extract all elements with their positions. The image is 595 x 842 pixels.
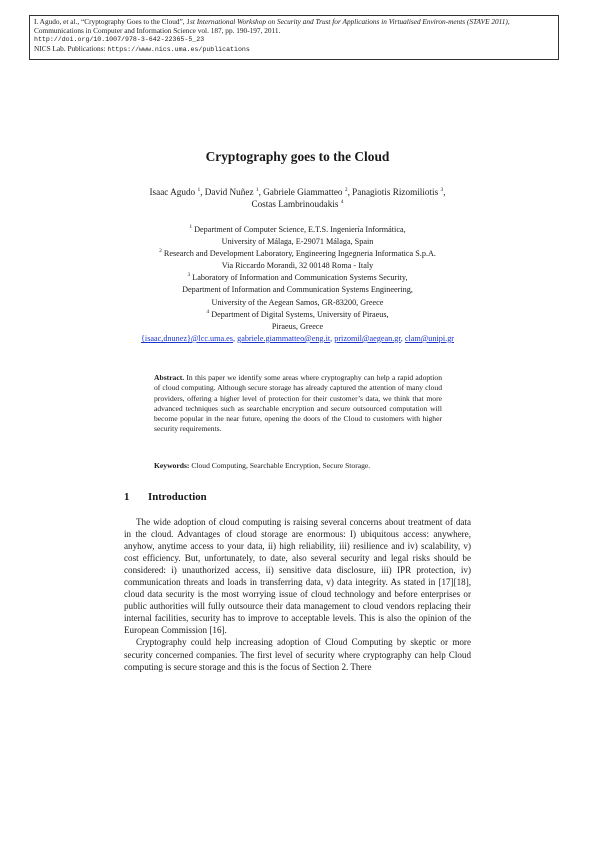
affiliation-line: Laboratory of Information and Communication Systems Security, (192, 273, 408, 283)
section-number: 1 (124, 491, 130, 503)
affiliations: $^1$ Department of Computer Science, E.T.S. Ingeniería Informática, University of Málaga, E-29071 Málaga, Spain $^2$ Research and Development Laboratory, Engineering Ingegneria Informatica S.p.A. Via Riccardo Morandi, 32 00148 Roma - Italy $^3$ Laboratory of Information and Communication Systems Security, Department of Information and Communication Systems Engineering, University of the Aegean Samos, GR-83200, Greece $^4$ Department of Digital Systems, University of Piraeus, Piraeus, Greece {isaac,dnunez}@lcc.uma.es, gabriele.giammatteo@eng.it, prizomil@aegean.gr, clam@unipi.gr (140, 224, 455, 343)
affiliation-line: University of the Aegean Samos, GR-83200, Greece (211, 297, 384, 307)
email-link[interactable]: gabriele.giammatteo@eng.it (237, 333, 331, 343)
author-affil-mark: 4 (340, 199, 344, 205)
author-affil-mark: 1 (197, 187, 201, 193)
author-affil-mark: 2 (344, 187, 348, 193)
affiliation-line: University of Málaga, E-29071 Málaga, Spain (221, 237, 374, 247)
citation-box (29, 15, 559, 60)
affiliation-line: Research and Development Laboratory, Engineering Ingegneria Informatica S.p.A. (163, 249, 436, 259)
email-link[interactable]: prizomil@aegean.gr (334, 333, 401, 343)
author-affil-mark: 1 (255, 187, 259, 193)
affiliation-line: Department of Computer Science, E.T.S. Ingeniería Informática, (194, 225, 406, 234)
author-name: Gabriele Giammatteo (263, 187, 343, 197)
affiliation-line: Via Riccardo Morandi, 32 00148 Roma - Italy (221, 261, 374, 271)
author-name: David Nuñez (204, 187, 254, 197)
paper-title: Cryptography goes to the Cloud (205, 149, 390, 164)
doi-link[interactable]: http://doi.org/10.1007/978-3-642-22365-5_23 (34, 36, 205, 44)
affiliation-line: Department of Information and Communication Systems Engineering, (182, 285, 413, 295)
abstract-label: Abstract. (154, 373, 185, 382)
author-name: Isaac Agudo (149, 187, 196, 197)
keywords-text: Cloud Computing, Searchable Encryption, Secure Storage. (189, 461, 371, 470)
affiliation-line: Department of Digital Systems, University of Piraeus, (211, 309, 389, 319)
keywords-label: Keywords: (154, 461, 190, 470)
author-affil-mark: 3 (440, 187, 444, 193)
affiliation-line: Piraeus, Greece (271, 321, 324, 331)
publications-label: NICS Lab. Publications: (34, 43, 106, 53)
abstract-text: In this paper we identify some areas where cryptography can help a rapid adoption of cloud computing. Although secure storage has already captured the attention of many cloud providers, offering a higher level of protection for their customer’s data, we think that more advanced techniques such as searchable encryption and secure outsourced computation will become popular in the near future, opening the doors of the Cloud to customers with higher security requirements. (154, 373, 442, 434)
body-paragraph: Cryptography could help increasing adoption of Cloud Computing by skeptic or more security concerned companies. The first level of security where cryptography can help Cloud computing is secure storage and this is the focus of Section 2. There (124, 637, 471, 672)
email-link[interactable]: clam@unipi.gr (404, 333, 455, 343)
section-title: Introduction (148, 491, 207, 503)
citation-text: I. Agudo, et al., “Cryptography Goes to the Cloud”, (34, 17, 185, 26)
section-heading (124, 491, 207, 503)
author-name: Costas Lambrinoudakis (251, 199, 339, 209)
citation-details: , Communications in Computer and Information Science vol. 187, pp. 190-197, 2011. (34, 17, 510, 35)
author-name: Panagiotis Rizomiliotis (352, 187, 439, 197)
citation-venue: 1st International Workshop on Security and Trust for Applications in Virtualised Environ-ments (STAVE 2011) (186, 17, 508, 26)
section-body (124, 516, 471, 673)
body-paragraph: The wide adoption of cloud computing is raising several concerns about treatment of data in the cloud. Advantages of cloud storage are enormous: I) ubiquitous access: anywhere, anyhow, anytime access to your data, ii) high reliability, iii) resilience and iv) scalability, v) cost efficiency. But, unfortunately, to date, also several security and legal risks should be considered: i) unauthorized access, ii) sensitive data disclosure, iii) IPR protection, iv) communication threats and loads in transferring data, v) data integrity. As stated in [17][18], cloud data security is the most worrying issue of cloud technology and before enterprises or public authorities will fully outsource their data management to cloud vendors replacing their internal facilities, security has to improve to acceptable levels. This is also the opinion of the European Commission [16]. (124, 517, 471, 636)
keywords (154, 461, 454, 471)
email-link[interactable]: {isaac,dnunez}@lcc.uma.es (140, 333, 233, 343)
abstract (154, 373, 442, 435)
author-list: Isaac Agudo $^1$, David Nuñez $^1$, Gabriele Giammatteo $^2$, Panagiotis Rizomiliotis $^3$, Costas Lambrinoudakis $^4$ (149, 187, 446, 209)
email-list: {isaac,dnunez}@lcc.uma.es, gabriele.giammatteo@eng.it, prizomil@aegean.gr, clam@unipi.gr (140, 333, 455, 343)
publications-link[interactable]: https://www.nics.uma.es/publications (107, 45, 250, 53)
